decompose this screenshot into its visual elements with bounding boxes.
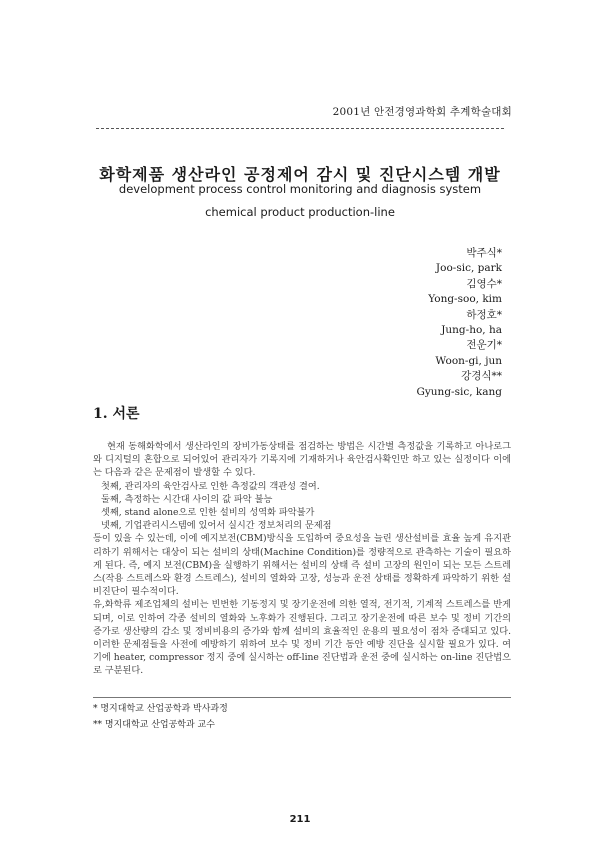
author-name-english: Yong-soo, kim (428, 293, 502, 306)
paper-title-english-line1: development process control monitoring and diagnosis system (118, 182, 482, 196)
footnote-divider (93, 697, 511, 698)
author-name-korean: 박주식* (466, 247, 502, 259)
paragraph: 등이 있을 수 있는데, 이에 예지보전(CBM)방식을 도입하여 중요성을 늘린 생산설비를 효율 높게 유지관리하기 위해서는 대상이 되는 설비의 상태(Machine Condition)를 정량적으로 관측하는 기술이 필요하게 된다. 즉, 예지 보전(CBM)을 실행하기 위해서는 설비의 상태 즉 설비 고장의 원인이 되는 모든 스트레스(작용 스트레스와 환경 스트레스), 설비의 열화와 고장, 성능과 운전 상태를 정확하게 파악하기 위한 설비진단이 필수적이다. (93, 533, 511, 598)
paragraph: 현재 동해화학에서 생산라인의 장비가동상태를 점검하는 방법은 시간별 측정값을 기록하고 아나로그와 디지털의 혼합으로 되어있어 관리자가 기록지에 기재하거나 육안검사확인만 하고 있는 실정이다 이에는 다음과 같은 문제점이 발생할 수 있다. (93, 441, 511, 479)
author-name-english: Joo-sic, park (435, 262, 502, 275)
section-heading: 1. 서론 (93, 406, 140, 422)
paragraph: 유,화학류 제조업체의 설비는 빈번한 기동정지 및 장기운전에 의한 열적, 전기적, 기계적 스트레스를 반게 되며, 이로 인하여 각종 설비의 열화와 노후화가 진행된다. 그리고 장기운전에 따른 보수 및 정비 기간의 증가로 생산량의 감소 및 정비비용의 증가와 함께 설비의 효율적인 운용의 필요성이 점차 증대되고 있다. 이러한 문제점들을 사전에 예방하기 위하여 보수 및 정비 기간 동안 예방 진단을 실시할 필요가 있다. 여기에 heater, compressor 정지 중에 실시하는 off-line 진단법과 운전 중에 실시하는 on-line 진단법으로 구분된다. (93, 599, 511, 677)
author-name-korean: 강경식** (461, 370, 502, 383)
conference-header: 2001년 안전경영과학회 추계학술대회 (332, 106, 512, 118)
list-item: 넷째, 기업관리시스템에 있어서 실시간 정보처리의 문제점 (101, 520, 332, 532)
paper-title-korean: 화학제품 생산라인 공정제어 감시 및 진단시스템 개발 (99, 165, 501, 184)
author-name-korean: 전운기* (466, 339, 502, 352)
list-item: 첫째, 관리자의 육안검사로 인한 측정값의 객관성 결여. (101, 480, 320, 492)
paper-title-english-line2: chemical product production-line (205, 205, 395, 219)
header-divider (96, 128, 504, 129)
page-number: 211 (289, 814, 311, 825)
author-name-korean: 하정호* (466, 308, 502, 321)
author-name-korean: 김영수* (466, 277, 502, 290)
body-text (93, 440, 511, 678)
footnote: * 명지대학교 산업공학과 박사과정 (93, 704, 228, 714)
list-item: 셋째, stand alone으로 인한 설비의 성역화 파악불가 (101, 507, 315, 519)
footnote: ** 명지대학교 산업공학과 교수 (93, 720, 215, 730)
footnotes (93, 701, 228, 733)
author-list (416, 246, 502, 400)
list-item: 둘째, 측정하는 시간대 사이의 값 파악 불능 (101, 493, 273, 505)
author-name-english: Gyung-sic, kang (416, 385, 502, 398)
author-name-english: Woon-gi, jun (435, 354, 502, 367)
author-name-english: Jung-ho, ha (441, 324, 502, 337)
